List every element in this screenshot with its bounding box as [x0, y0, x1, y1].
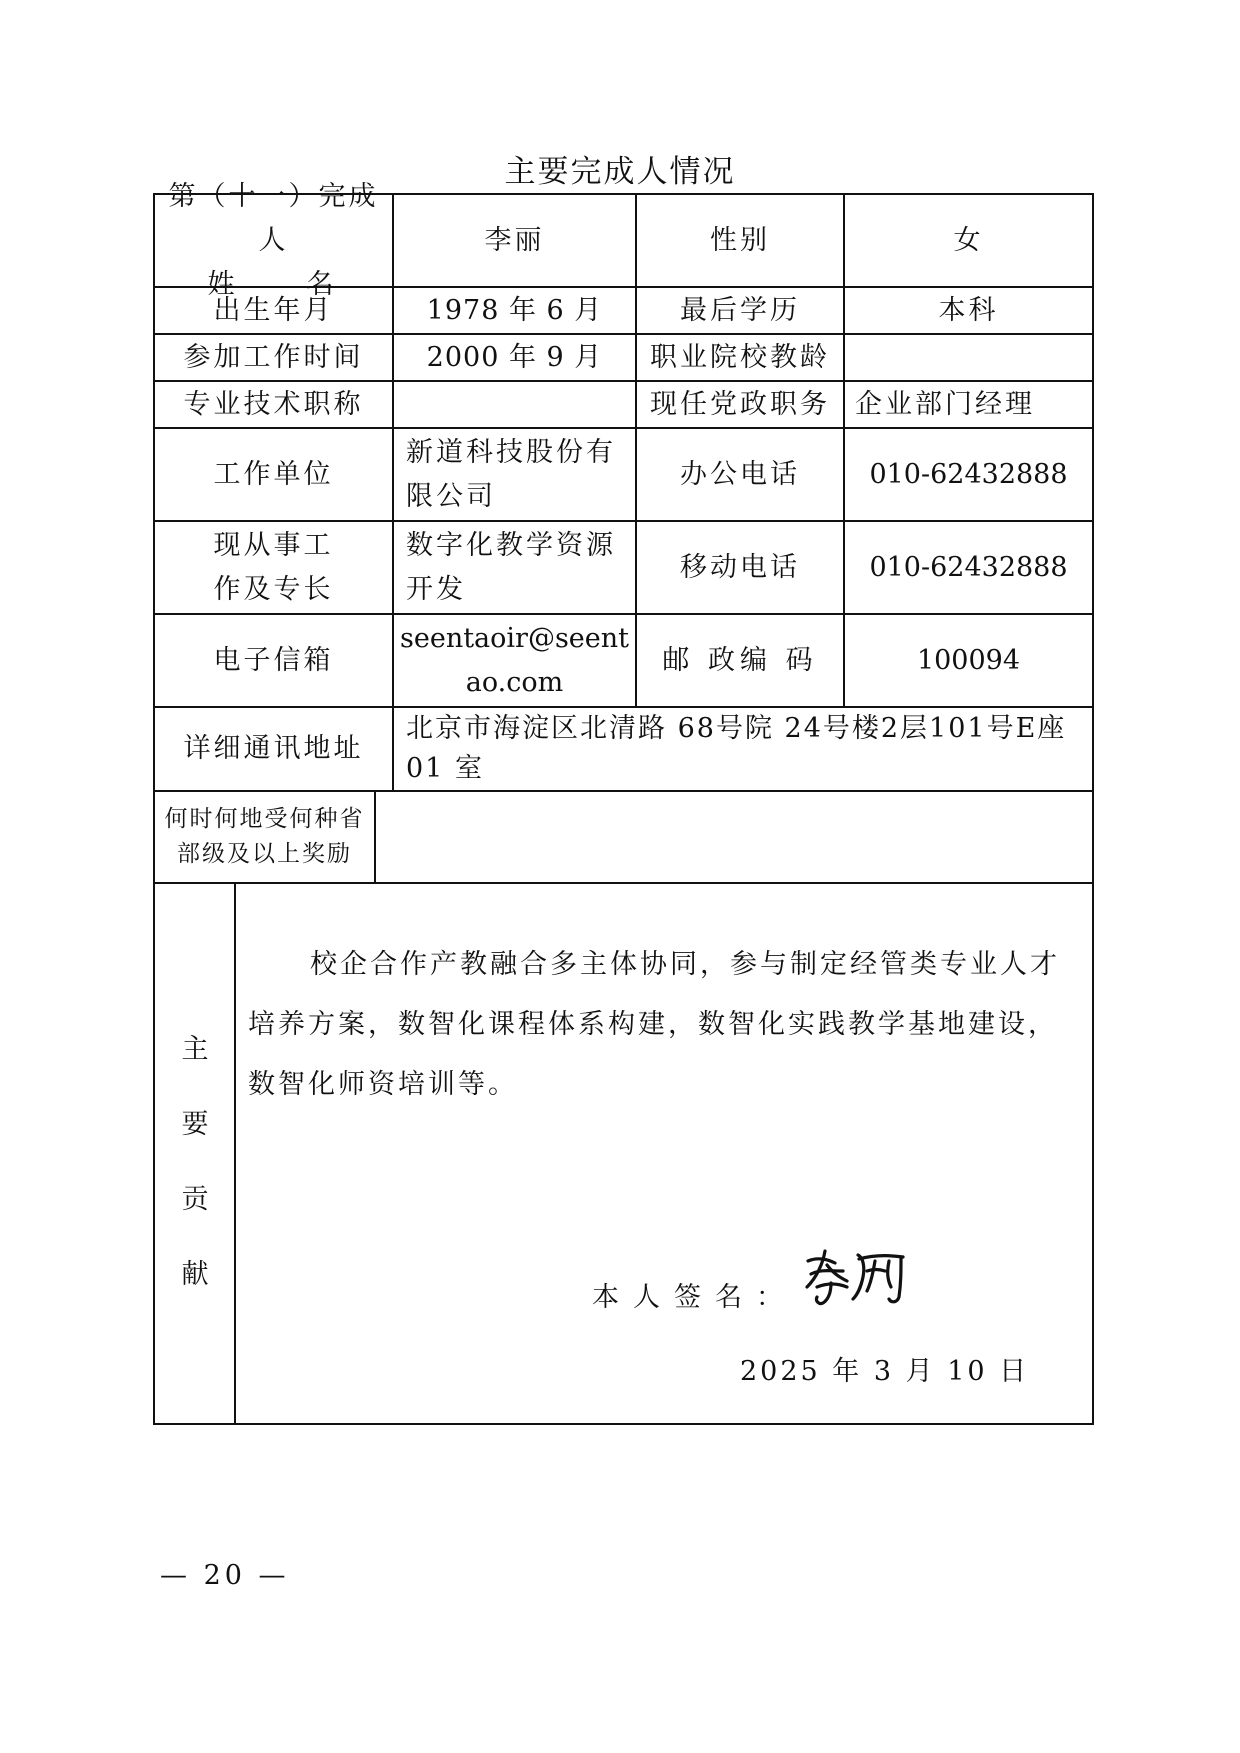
gender-value: 女: [953, 224, 984, 256]
signature-date: 2025 年 3 月 10 日: [740, 1356, 1030, 1387]
contrib-char: 主: [181, 1034, 209, 1065]
office-phone-value: 010-62432888: [869, 458, 1068, 490]
education-value: 本科: [938, 294, 999, 326]
main-contribution-label: [155, 1012, 235, 1312]
work-start-label: 参加工作时间: [183, 341, 364, 373]
name-value: 李丽: [484, 224, 545, 256]
teaching-years-value: [845, 335, 1092, 380]
name-label-line2: 姓 名: [207, 268, 340, 300]
name-label-line1: 第（十一）完成人: [168, 180, 379, 256]
professional-title-value: [394, 382, 635, 427]
name-label: [155, 180, 392, 300]
email-label: 电子信箱: [213, 644, 334, 676]
main-contribution-text: 校企合作产教融合多主体协同，参与制定经管类专业人才培养方案，数智化课程体系构建，数智化实践教学基地建设，数智化师资培训等。: [248, 949, 1060, 1100]
birth-value: 1978 年 6 月: [426, 294, 603, 326]
page-title: 主要完成人情况: [504, 154, 736, 190]
employer-label: 工作单位: [213, 458, 334, 490]
contrib-char: 要: [181, 1109, 209, 1140]
position-value: 企业部门经理: [855, 388, 1035, 420]
row-divider: [153, 882, 1094, 884]
awards-label: 何时何地受何种省部级及以上奖励: [164, 806, 365, 867]
page-number: — 20 —: [160, 1560, 290, 1591]
postcode-value: 100094: [916, 644, 1021, 676]
employer-value: 新道科技股份有限公司: [406, 436, 616, 512]
mobile-phone-value: 010-62432888: [869, 551, 1068, 583]
postcode-label: 邮 政编 码: [662, 644, 818, 676]
professional-title-label: 专业技术职称: [183, 388, 364, 420]
current-work-label: 现从事工作及专长: [213, 529, 334, 605]
handwritten-signature-icon: [803, 1247, 918, 1307]
contrib-char: 贡: [181, 1184, 209, 1215]
awards-value: [376, 792, 1092, 882]
gender-label: 性别: [710, 224, 770, 256]
address-value: 北京市海淀区北清路 68号院 24号楼2层101号E座 01 室: [406, 713, 1067, 784]
teaching-years-label: 职业院校教龄: [650, 341, 830, 373]
signature: [803, 1247, 918, 1311]
contrib-char: 献: [181, 1259, 209, 1290]
mobile-phone-label: 移动电话: [680, 551, 800, 583]
birth-label: 出生年月: [213, 294, 334, 326]
email-value: seentaoir@seentao.com: [400, 622, 629, 698]
office-phone-label: 办公电话: [680, 458, 800, 490]
address-label: 详细通讯地址: [183, 733, 364, 764]
education-label: 最后学历: [680, 294, 800, 326]
current-work-value: 数字化教学资源开发: [406, 529, 616, 605]
position-label: 现任党政职务: [650, 388, 830, 420]
signature-label: 本人签名：: [592, 1282, 797, 1313]
work-start-value: 2000 年 9 月: [426, 341, 603, 373]
